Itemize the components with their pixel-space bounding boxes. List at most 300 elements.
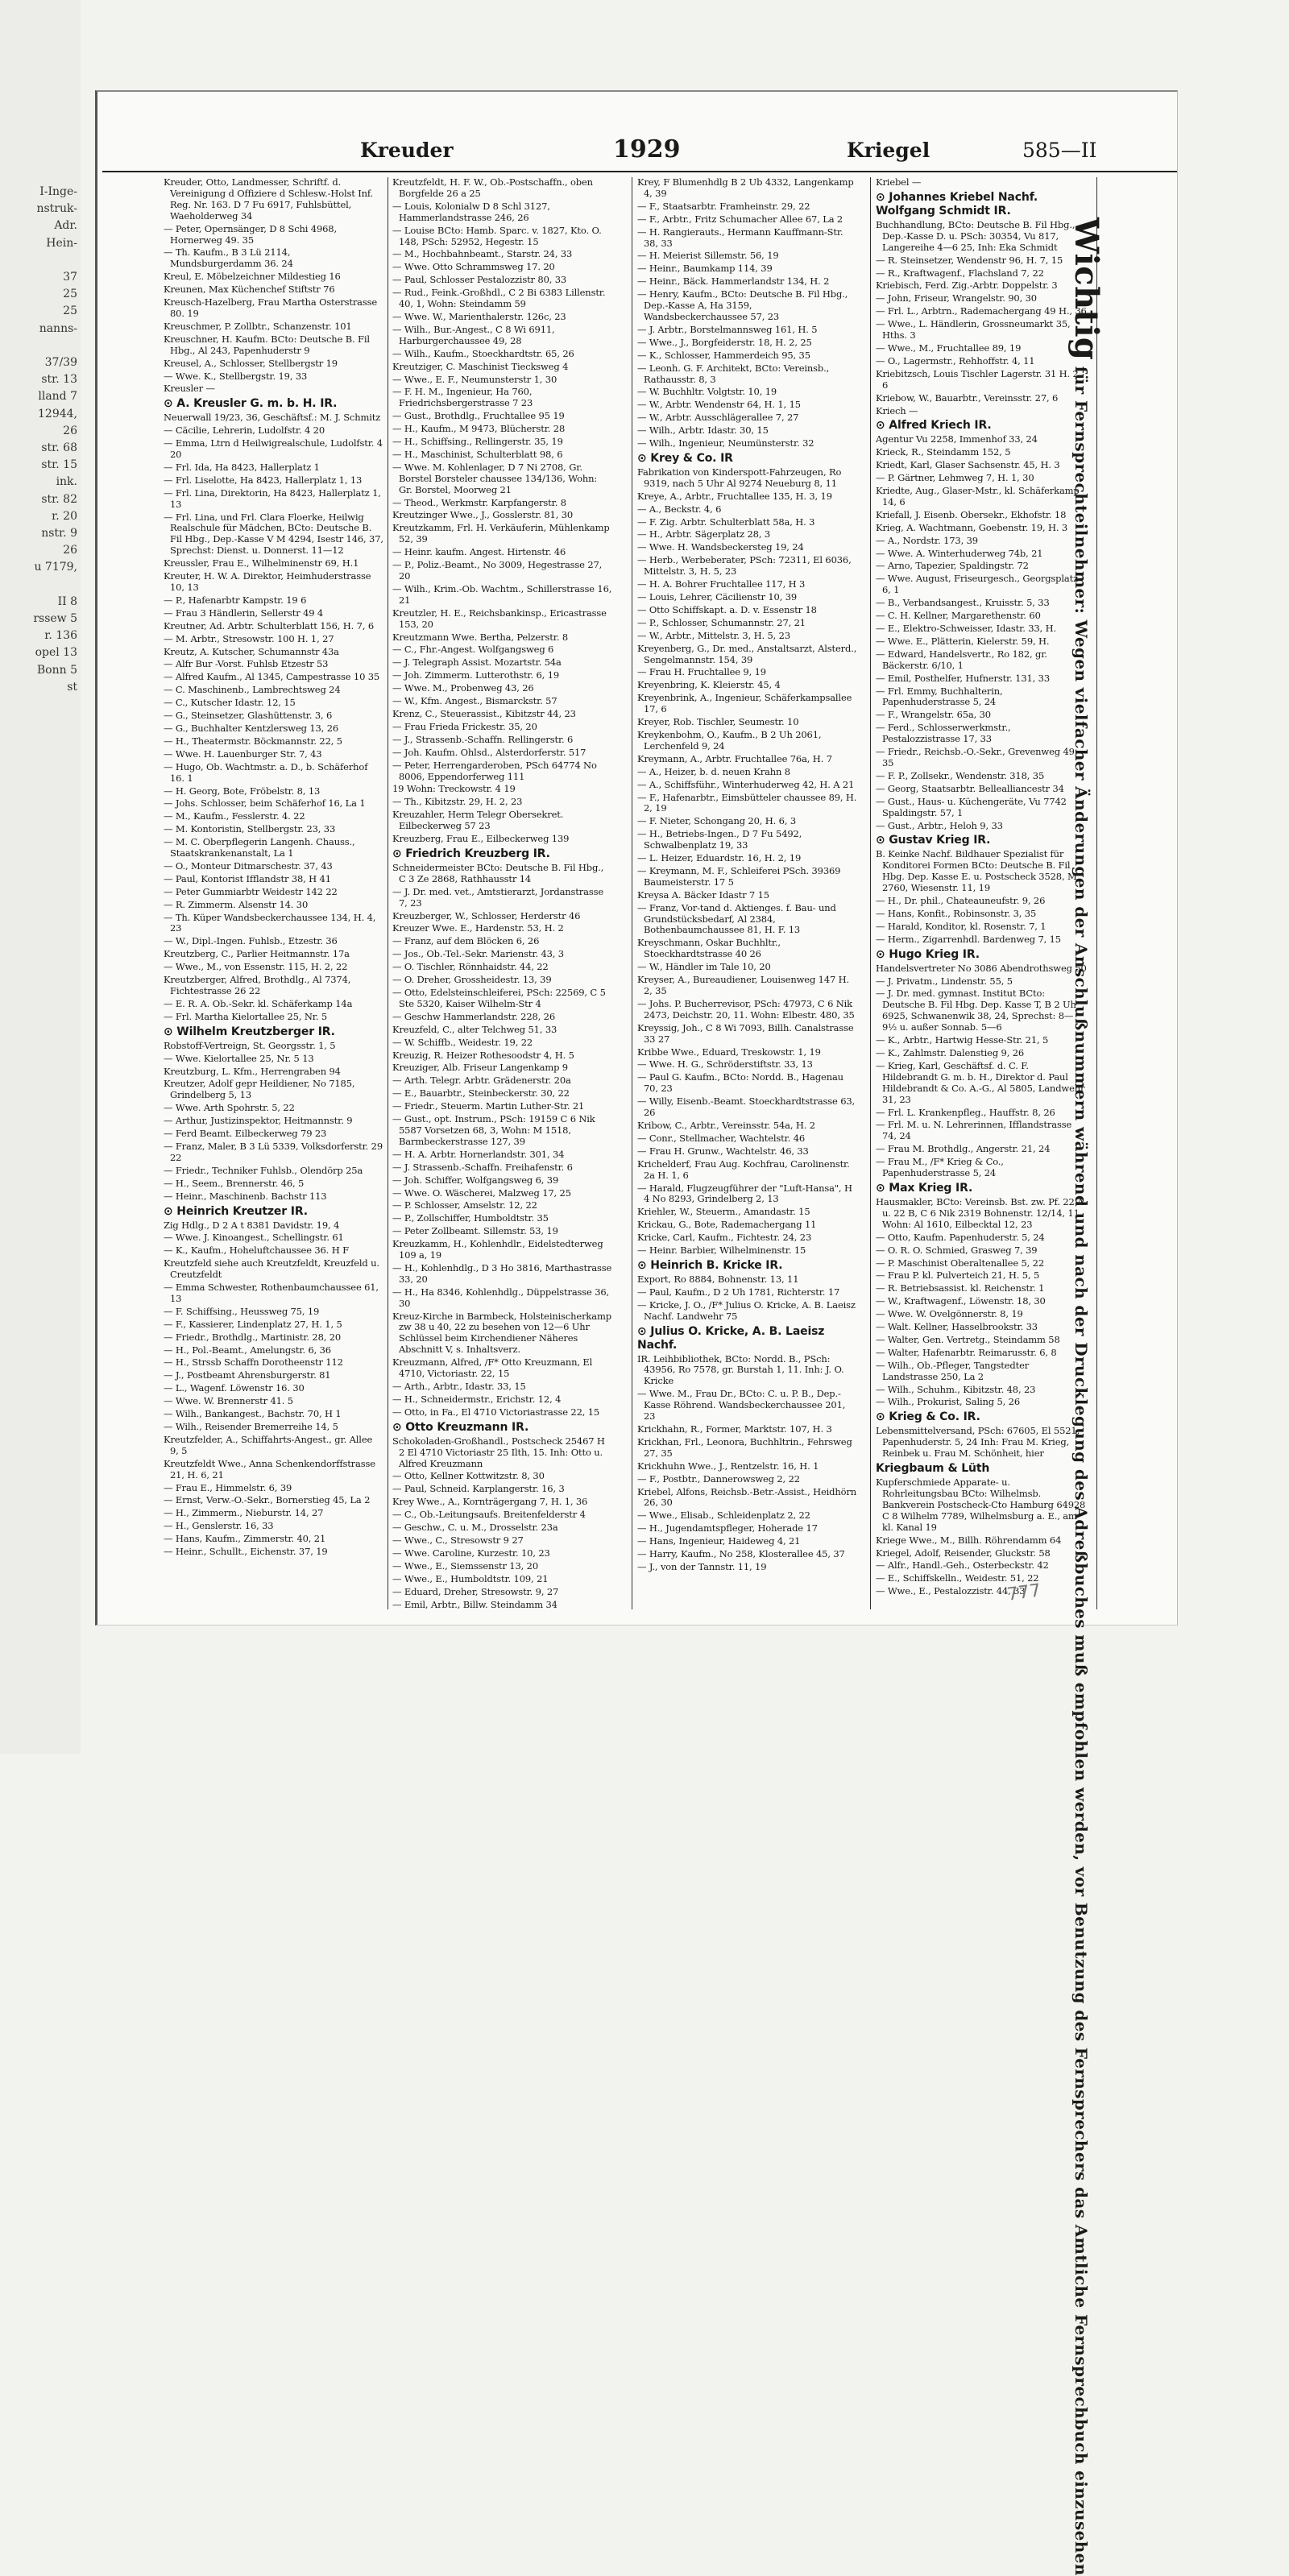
directory-entry: Kreyssig, Joh., C 8 Wi 7093, Billh. Canalstrasse 33 27	[637, 1021, 854, 1045]
directory-entry: — Wwe. W., Marienthalerstr. 126c, 23	[392, 310, 566, 322]
directory-entry: — P., Zollschiffer, Humboldtstr. 35	[392, 1212, 549, 1224]
directory-entry: — Krieg, Karl, Geschäftsf. d. C. F. Hildebrandt G. m. b. H., Direktor d. Paul Hildebrandt & Co. A.-G., Al 5805, Landwehr 31, 23	[876, 1059, 1085, 1105]
directory-entry: Kribbe Wwe., Eduard, Treskowstr. 1, 19	[637, 1046, 821, 1058]
directory-entry: Kreyer, Rob. Tischler, Seumestr. 10	[637, 716, 799, 728]
directory-entry: — B., Verbandsangest., Kruisstr. 5, 33	[876, 597, 1050, 609]
margin-fragment	[0, 252, 77, 269]
margin-fragment: Hein-	[46, 236, 77, 250]
directory-entry: — E., Bauarbtr., Steinbeckerstr. 30, 22	[392, 1087, 570, 1100]
directory-entry: Kriefall, J. Eisenb. Obersekr., Ekhofstr. 18	[876, 508, 1067, 520]
directory-entry: Krenz, C., Steuerassist., Kibitzstr 44, 23	[392, 707, 576, 719]
directory-entry: — J. Privatm., Lindenstr. 55, 5	[876, 975, 1013, 987]
directory-entry: — Rud., Feink.-Großhdl., C 2 Bi 6383 Lillenstr. 40, 1, Wohn: Steindamm 59	[392, 287, 606, 310]
firm-heading: ⊙ Krieg & Co. IR.	[876, 1410, 980, 1424]
directory-entry: Kreutz, A. Kutscher, Schumannstr 43a	[164, 645, 339, 657]
directory-entry: Kreutzberg, C., Parlier Heitmannstr. 17a	[164, 948, 350, 960]
margin-fragment: str. 82	[41, 492, 77, 506]
directory-entry: — Wwe. Caroline, Kurzestr. 10, 23	[392, 1547, 550, 1559]
directory-entry: — Peter, Opernsänger, D 8 Schi 4968, Hornerweg 49. 35	[164, 222, 337, 246]
directory-entry: — Frau P. kl. Pulverteich 21, H. 5, 5	[876, 1269, 1040, 1282]
directory-entry: Kreunen, Max Küchenchef Stiftstr 76	[164, 284, 335, 296]
directory-entry: — Frau Frieda Frickestr. 35, 20	[392, 720, 537, 732]
column-divider	[870, 177, 871, 1609]
directory-entry: — C. Maschinenb., Lambrechtsweg 24	[164, 684, 341, 696]
directory-entry: — J. Arbtr., Borstelmannsweg 161, H. 5	[637, 323, 818, 335]
directory-entry: Kreutzler, H. E., Reichsbankinsp., Ericastrasse 153, 20	[392, 607, 607, 630]
margin-fragment: 26	[63, 424, 77, 437]
directory-entry: Kreykenbohm, O., Kaufm., B 2 Uh 2061, Lerchenfeld 9, 24	[637, 728, 822, 752]
directory-entry: Kreuz-Kirche in Barmbeck, Holsteinischerkamp zw 38 u 40, 22 zu besehen von 12—6 Uhr Schlüssel beim Kirchendiener Näheres Abschnitt V, s. Inhaltsverz.	[392, 1310, 611, 1356]
directory-entry: — Frl. L. Krankenpfleg., Hauffstr. 8, 26	[876, 1106, 1055, 1118]
directory-entry: Kreussler, Frau E., Wilhelminenstr 69, H.1	[164, 557, 359, 569]
directory-entry: — Th. Küper Wandsbeckerchaussee 134, H. 4, 23	[164, 911, 376, 934]
directory-entry: Kreutzfeld siehe auch Kreutzfeldt, Kreuzfeld u. Creutzfeldt	[164, 1257, 379, 1281]
header-first-entry: Kreuder	[360, 139, 454, 162]
directory-entry: — Kricke, J. O., /F* Julius O. Kricke, A. B. Laeisz Nachf. Landwehr 75	[637, 1298, 856, 1322]
directory-entry: Kriegel, Adolf, Reisender, Gluckstr. 58	[876, 1547, 1051, 1559]
directory-entry: — J., Strassenb.-Schaffn. Rellingerstr. 6	[392, 733, 574, 745]
directory-entry: — Otto, Kellner Kottwitzstr. 8, 30	[392, 1470, 545, 1482]
directory-entry: — Wwe., E. F., Neumunsterstr 1, 30	[392, 373, 557, 385]
directory-entry: — Wwe. J. Kinoangest., Schellingstr. 61	[164, 1232, 344, 1244]
directory-entry: — Wilh., Schuhm., Kibitzstr. 48, 23	[876, 1383, 1036, 1395]
directory-entry: — Geschw., C. u. M., Drosselstr. 23a	[392, 1522, 558, 1534]
directory-entry: Export, Ro 8884, Bohnenstr. 13, 11	[637, 1273, 799, 1285]
directory-entry: — E. R. A. Ob.-Sekr. kl. Schäferkamp 14a	[164, 997, 353, 1009]
firm-heading: ⊙ A. Kreusler G. m. b. H. IR.	[164, 397, 338, 411]
directory-entry: — H., Kaufm., M 9473, Blücherstr. 28	[392, 423, 566, 435]
directory-entry: — Wwe. Otto Schrammsweg 17. 20	[392, 261, 555, 273]
directory-entry: — Wilh., Krim.-Ob. Wachtm., Schillerstrasse 16, 21	[392, 582, 612, 606]
directory-entry: — Frl. Liselotte, Ha 8423, Hallerplatz 1, 13	[164, 474, 363, 486]
directory-entry: Kreusel, A., Schlosser, Stellbergstr 19	[164, 357, 338, 369]
directory-entry: — H. A. Arbtr. Hornerlandstr. 301, 34	[392, 1148, 565, 1160]
directory-entry: — Wwe., L. Händlerin, Grossneumarkt 35, Hths. 3	[876, 318, 1071, 342]
margin-fragment: str. 68	[41, 441, 77, 455]
margin-fragment: 25	[63, 304, 77, 318]
margin-fragment: nanns-	[39, 321, 77, 335]
directory-entry: — F., Kassierer, Lindenplatz 27, H. 1, 5	[164, 1318, 342, 1330]
directory-entry: — R. Zimmerm. Alsenstr 14. 30	[164, 898, 309, 910]
directory-entry: 19 Wohn: Treckowstr. 4 19	[392, 783, 516, 795]
directory-entry: Zig Hdlg., D 2 A t 8381 Davidstr. 19, 4	[164, 1219, 340, 1231]
directory-entry: — F. H. M., Ingenieur, Ha 760, Friedrichsbergerstrasse 7 23	[392, 386, 533, 409]
directory-entry: Kreutzer, Adolf gepr Heildiener, No 7185, Grindelberg 5, 13	[164, 1078, 355, 1101]
directory-entry: — P. Schlosser, Amselstr. 12, 22	[392, 1199, 537, 1211]
directory-entry: — W. Schiffb., Weidestr. 19, 22	[392, 1036, 533, 1048]
firm-heading: ⊙ Alfred Kriech IR.	[876, 419, 992, 433]
directory-entry: Kreymann, A., Arbtr. Fruchtallee 76a, H. 7	[637, 752, 832, 764]
directory-entry: — M., Hochbahnbeamt., Starstr. 24, 33	[392, 248, 573, 260]
directory-entry: — Wilh., Bankangest., Bachstr. 70, H 1	[164, 1408, 342, 1420]
directory-entry: Neuerwall 19/23, 36, Geschäftsf.: M. J. Schmitz	[164, 412, 381, 424]
directory-entry: — Arth. Telegr. Arbtr. Grädenerstr. 20a	[392, 1075, 571, 1087]
margin-fragment: r. 20	[52, 509, 77, 523]
directory-entry: — Heinr., Bäck. Hammerlandstr 134, H. 2	[637, 275, 830, 288]
directory-entry: — A., Beckstr. 4, 6	[637, 503, 722, 515]
directory-column-1	[164, 177, 383, 1611]
directory-entry: Krickau, G., Bote, Rademachergang 11	[637, 1219, 817, 1231]
directory-entry: — Joh. Kaufm. Ohlsd., Alsterdorferstr. 517	[392, 746, 586, 758]
directory-entry: — F., Hafenarbtr., Eimsbütteler chaussee 89, H. 2, 19	[637, 791, 857, 814]
directory-entry: Kriech —	[876, 404, 918, 416]
directory-entry: Kreutzkamm, Frl. H. Verkäuferin, Mühlenkamp 52, 39	[392, 522, 610, 545]
directory-page	[95, 90, 1178, 1626]
directory-entry: — W. Buchhltr. Volgtstr. 10, 19	[637, 386, 777, 398]
directory-column-2	[392, 177, 612, 1611]
directory-entry: — Friedr., Steuerm. Martin Luther-Str. 21	[392, 1100, 585, 1112]
directory-entry: — P., Schlosser, Schumannstr. 27, 21	[637, 616, 806, 628]
directory-entry: — H. A. Bohrer Fruchtallee 117, H 3	[637, 578, 806, 590]
directory-entry: Kreutzburg, L. Kfm., Herrengraben 94	[164, 1065, 341, 1077]
firm-heading: ⊙ Julius O. Kricke, A. B. Laeisz Nachf.	[637, 1324, 825, 1352]
directory-entry: — Wwe., E., Siemssenstr 13, 20	[392, 1559, 538, 1572]
directory-entry: Krickhuhn Wwe., J., Rentzelstr. 16, H. 1	[637, 1460, 819, 1472]
margin-fragment: 26	[63, 544, 77, 557]
margin-fragment: ink.	[56, 475, 77, 489]
directory-entry: — Frau E., Himmelstr. 6, 39	[164, 1481, 292, 1493]
directory-entry: — Frl. Lina, Direktorin, Ha 8423, Hallerplatz 1, 13	[164, 487, 381, 510]
directory-entry: — Franz, Maler, B 3 Lü 5339, Volksdorferstr. 29 22	[164, 1140, 383, 1163]
directory-entry: — Wwe., M., Fruchtallee 89, 19	[876, 342, 1022, 354]
directory-entry: — H., Betriebs-Ingen., D 7 Fu 5492, Schwalbenplatz 19, 33	[637, 828, 802, 851]
directory-entry: — R. Steinsetzer, Wendenstr 96, H. 7, 15	[876, 254, 1063, 266]
directory-entry: — Gust., Haus- u. Küchengeräte, Vu 7742 Spaldingstr. 57, 1	[876, 795, 1067, 818]
directory-entry: Kreutzfeldt Wwe., Anna Schenkendorffstrasse 21, H. 6, 21	[164, 1457, 375, 1481]
directory-entry: — Wwe. O. Wäscherei, Malzweg 17, 25	[392, 1187, 571, 1199]
header-rule	[102, 171, 1177, 172]
directory-entry: Krieg, A. Wachtmann, Goebenstr. 19, H. 3	[876, 521, 1068, 533]
directory-entry: — Louise BCto: Hamb. Sparc. v. 1827, Kto. O. 148, PSch: 52952, Hegestr. 15	[392, 224, 602, 247]
margin-fragment: 37	[63, 271, 77, 284]
directory-entry: — Theod., Werkmstr. Karpfangerstr. 8	[392, 496, 566, 508]
directory-entry: — K., Kaufm., Hoheluftchaussee 36. H F	[164, 1245, 349, 1257]
directory-entry: — M. C. Oberpflegerin Langenh. Chauss., Staatskrankenanstalt, La 1	[164, 836, 355, 859]
directory-entry: Kriehler, W., Steuerm., Amandastr. 15	[637, 1206, 810, 1218]
directory-entry: — Wwe., E., Humboldtstr. 109, 21	[392, 1572, 549, 1584]
directory-entry: — P. Maschinist Oberaltenallee 5, 22	[876, 1257, 1044, 1269]
directory-entry: — Frau 3 Händlerin, Sellerstr 49 4	[164, 607, 324, 619]
directory-entry: Kreutzberger, Alfred, Brothdlg., Al 7374, Fichtestrasse 26 22	[164, 974, 351, 996]
directory-entry: — Frl. M. u. N. Lehrerinnen, Ifflandstrasse 74, 24	[876, 1119, 1072, 1142]
directory-entry: — Henry, Kaufm., BCto: Deutsche B. Fil Hbg., Dep.-Kasse A, Ha 3159, Wandsbeckerchaussee 57, 23	[637, 288, 848, 322]
directory-entry: — C., Ob.-Leitungsaufs. Breitenfelderstr 4	[392, 1509, 586, 1521]
directory-entry: — Geschw Hammerlandstr. 228, 26	[392, 1010, 556, 1022]
margin-fragment: 25	[63, 288, 77, 301]
directory-entry: — F. P., Zollsekr., Wendenstr. 318, 35	[876, 769, 1045, 781]
directory-entry: — H., Theatermstr. Böckmannstr. 22, 5	[164, 735, 342, 747]
directory-entry: — O. R. O. Schmied, Grasweg 7, 39	[876, 1244, 1038, 1256]
directory-entry: — Edward, Handelsvertr., Ro 182, gr. Bäckerstr. 6/10, 1	[876, 648, 1047, 671]
directory-entry: Kreuzfeld, C., alter Telchweg 51, 33	[392, 1023, 557, 1035]
directory-entry: — Paul, Schneid. Karplangerstr. 16, 3	[392, 1483, 565, 1495]
margin-fragment: I-Inge-	[39, 185, 77, 198]
directory-entry: — Herb., Werbeberater, PSch: 72311, El 6036, Mittelstr. 3, H. 5, 23	[637, 554, 852, 578]
directory-entry: — Alfr., Handl.-Geh., Osterbeckstr. 42	[876, 1559, 1049, 1572]
directory-entry: — Frl. L., Arbtrn., Rademachergang 49 H., 36	[876, 305, 1087, 317]
directory-entry: Kreysa A. Bäcker Idastr 7 15	[637, 888, 769, 901]
directory-entry: — C. H. Kellner, Margarethenstr. 60	[876, 610, 1041, 622]
directory-entry: Krickhan, Frl., Leonora, Buchhltrin., Fehrsweg 27, 35	[637, 1435, 852, 1459]
margin-fragment: str. 13	[41, 373, 77, 387]
directory-entry: — R. Betriebsassist. kl. Reichenstr. 1	[876, 1282, 1045, 1294]
directory-entry: — C., Fhr.-Angest. Wolfgangsweg 6	[392, 644, 554, 656]
directory-entry: — Wwe. M. Kohlenlager, D 7 Ni 2708, Gr. Borstel Borsteler chaussee 134/136, Wohn: Gr. Borstel, Moorweg 21	[392, 461, 598, 495]
directory-entry: — K., Schlosser, Hammerdeich 95, 35	[637, 349, 810, 361]
directory-entry: — F., Postbtr., Dannerowsweg 2, 22	[637, 1472, 800, 1485]
directory-entry: — Friedr., Reichsb.-O.-Sekr., Grevenweg 49, 35	[876, 746, 1078, 768]
directory-entry: — Emma, Ltrn d Heilwigrealschule, Ludolfstr. 4 20	[164, 437, 383, 461]
directory-entry: Kreuzmann, Alfred, /F* Otto Kreuzmann, El 4710, Victoriastr. 22, 15	[392, 1356, 593, 1380]
directory-entry: — Th. Kaufm., B 3 Lü 2114, Mundsburgerdamm 36. 24	[164, 246, 293, 270]
directory-entry: — J. Telegraph Assist. Mozartstr. 54a	[392, 656, 562, 669]
directory-entry: — Johs. P. Bucherrevisor, PSch: 47973, C 6 Nik 2473, Deichstr. 20, 11. Wohn: Elbestr. 480, 35	[637, 997, 855, 1021]
directory-entry: — Alfr Bur -Vorst. Fuhlsb Etzestr 53	[164, 658, 329, 670]
directory-entry: — Walt. Kellner, Hasselbrookstr. 33	[876, 1321, 1038, 1333]
firm-heading: ⊙ Johannes Kriebel Nachf. Wolfgang Schmidt IR.	[876, 190, 1038, 217]
directory-entry: — G., Buchhalter Kentzlersweg 13, 26	[164, 722, 339, 734]
firm-heading: Kriegbaum & Lüth	[876, 1462, 990, 1476]
directory-entry: Kriege Wwe., M., Billh. Röhrendamm 64	[876, 1534, 1062, 1546]
directory-entry: — J., Postbeamt Ahrensburgerstr. 81	[164, 1369, 331, 1381]
firm-heading: ⊙ Heinrich Kreutzer IR.	[164, 1204, 308, 1218]
directory-entry: — H., Dr. phil., Chateauneufstr. 9, 26	[876, 895, 1046, 907]
directory-entry: — K., Arbtr., Hartwig Hesse-Str. 21, 5	[876, 1034, 1049, 1046]
directory-entry: Schneidermeister BCto: Deutsche B. Fil Hbg., C 3 Ze 2868, Rathhausstr 14	[392, 861, 604, 884]
directory-entry: — W., Dipl.-Ingen. Fuhlsb., Etzestr. 36	[164, 935, 338, 947]
directory-entry: — H. Meierist Sillemstr. 56, 19	[637, 250, 779, 262]
margin-fragment: opel 13	[35, 646, 77, 660]
directory-entry: — Conr., Stellmacher, Wachtelstr. 46	[637, 1132, 806, 1144]
directory-entry: — W., Arbtr. Ausschlägerallee 7, 27	[637, 412, 799, 424]
directory-entry: Fabrikation von Kinderspott-Fahrzeugen, Ro 9319, nach 5 Uhr Al 9274 Neueburg 8, 11	[637, 466, 842, 489]
directory-entry: Kreuziger, Alb. Friseur Langenkamp 9	[392, 1062, 568, 1074]
directory-entry: — Heinr. Barbier, Wilhelminenstr. 15	[637, 1245, 806, 1257]
directory-entry: IR. Leihbibliothek, BCto: Nordd. B., PSch: 43956, Ro 7578, gr. Burstah 1, 11. Inh: J. O. Kricke	[637, 1352, 844, 1387]
directory-entry: — Wilh., Bur.-Angest., C 8 Wi 6911, Harburgerchaussee 49, 28	[392, 323, 555, 346]
margin-fragment: str. 15	[41, 458, 77, 472]
directory-entry: — Wwe. M., Frau Dr., BCto: C. u. P. B., Dep.-Kasse Röhrend. Wandsbeckerchaussee 201, 23	[637, 1388, 846, 1423]
directory-entry: — H., Arbtr. Sägerplatz 28, 3	[637, 528, 771, 540]
directory-entry: — Heinr. kaufm. Angest. Hirtenstr. 46	[392, 546, 566, 558]
directory-entry: Kreuzer Wwe. E., Hardenstr. 53, H. 2	[392, 922, 564, 934]
directory-entry: Handelsvertreter No 3086 Abendrothsweg 50	[876, 962, 1087, 974]
directory-entry: — H. Georg, Bote, Fröbelstr. 8, 13	[164, 785, 321, 797]
directory-entry: — Otto Schiffskapt. a. D. v. Essenstr 18	[637, 603, 817, 615]
directory-entry: Kricke, Carl, Kaufm., Fichtestr. 24, 23	[637, 1232, 812, 1244]
directory-entry: — Paul, Schlosser Pestalozzistr 80, 33	[392, 274, 567, 286]
directory-entry: — H., Kohlenhdlg., D 3 Ho 3816, Marthastrasse 33, 20	[392, 1261, 612, 1285]
directory-entry: — Frl. Martha Kielortallee 25, Nr. 5	[164, 1010, 328, 1022]
directory-entry: — W., Arbtr. Wendenstr 64, H. 1, 15	[637, 399, 801, 411]
notice-heading: Wichtig	[1067, 217, 1105, 361]
directory-entry: — Wwe. W. Ovelgönnerstr. 8, 19	[876, 1308, 1023, 1320]
directory-entry: — Hans, Kaufm., Zimmerstr. 40, 21	[164, 1533, 326, 1545]
left-page-edge	[0, 0, 81, 1754]
directory-entry: — Otto, Kaufm. Papenhuderstr. 5, 24	[876, 1231, 1045, 1243]
directory-entry: Kreuschner, H. Kaufm. BCto: Deutsche B. Fil Hbg., Al 243, Papenhuderstr 9	[164, 333, 370, 356]
directory-entry: — Wwe. H. G., Schröderstiftstr. 33, 13	[637, 1058, 813, 1071]
directory-entry: — H., Schiffsing., Rellingerstr. 35, 19	[392, 436, 563, 448]
directory-entry: — M. Arbtr., Stresowstr. 100 H. 1, 27	[164, 632, 334, 644]
directory-entry: — M., Kaufm., Fesslerstr. 4. 22	[164, 810, 305, 822]
directory-entry: — Otto, in Fa., El 4710 Victoriastrasse 22, 15	[392, 1406, 600, 1418]
notice-text: für Fernsprechteilnehmer: Wegen vielfacher Änderungen der Anschlußnummern während und nach der Drucklegung des Adreßbuches muß empfohlen werden, vor Benutzung des Fernsprechers das Amtliche Fernsprechbuch einzusehen	[1071, 366, 1091, 2576]
directory-entry: — H., Zimmerm., Nieburstr. 14, 27	[164, 1507, 324, 1519]
directory-entry: — Louis, Kolonialw D 8 Schl 3127, Hammerlandstrasse 246, 26	[392, 200, 550, 223]
margin-fragment: 37/39	[44, 356, 77, 370]
directory-entry: Kreyenbring, K. Kleierstr. 45, 4	[637, 679, 781, 691]
directory-entry: — Wwe. Kielortallee 25, Nr. 5 13	[164, 1052, 314, 1064]
firm-heading: ⊙ Hugo Krieg IR.	[876, 947, 980, 961]
directory-entry: — L. Heizer, Eduardstr. 16, H. 2, 19	[637, 852, 802, 864]
directory-entry: — Wwe. E., Plätterin, Kielerstr. 59, H.	[876, 635, 1050, 647]
margin-fragment: st	[67, 680, 77, 694]
firm-heading: ⊙ Otto Kreuzmann IR.	[392, 1420, 529, 1434]
directory-entry: — Wwe. A. Winterhuderweg 74b, 21	[876, 547, 1043, 559]
directory-entry: — Wwe., E., Pestalozzistr. 44, 33	[876, 1585, 1026, 1597]
directory-entry: — John, Friseur, Wrangelstr. 90, 30	[876, 292, 1037, 304]
margin-fragment	[0, 577, 77, 594]
directory-entry: Kribow, C., Arbtr., Vereinsstr. 54a, H. 2	[637, 1119, 815, 1131]
directory-entry: — A., Heizer, b. d. neuen Krahn 8	[637, 765, 790, 777]
directory-entry: Krieck, R., Steindamm 152, 5	[876, 446, 1011, 458]
directory-entry: — Joh. Zimmerm. Lutterothstr. 6, 19	[392, 669, 560, 681]
firm-heading: ⊙ Gustav Krieg IR.	[876, 834, 991, 847]
directory-entry: — Frau H. Grunw., Wachtelstr. 46, 33	[637, 1145, 809, 1157]
directory-entry: — Emil, Posthelfer, Hufnerstr. 131, 33	[876, 672, 1051, 684]
directory-entry: — H., Strssb Schaffn Dorotheenstr 112	[164, 1356, 343, 1369]
directory-entry: — H., Genslerstr. 16, 33	[164, 1520, 274, 1532]
directory-entry: — H., Pol.-Beamt., Amelungstr. 6, 36	[164, 1344, 331, 1356]
handwritten-annotation: 777	[1005, 1580, 1042, 1605]
directory-entry: — Wilh., Arbtr. Idastr. 30, 15	[637, 425, 769, 437]
directory-entry: — Jos., Ob.-Tel.-Sekr. Marienstr. 43, 3	[392, 948, 564, 960]
directory-entry: Krickhahn, R., Former, Marktstr. 107, H. 3	[637, 1423, 832, 1435]
directory-entry: Kreusch-Hazelberg, Frau Martha Osterstrasse 80. 19	[164, 296, 378, 319]
directory-entry: — Wwe. H. Wandsbeckersteg 19, 24	[637, 541, 804, 553]
directory-entry: — Alfred Kaufm., Al 1345, Campestrasse 10 35	[164, 671, 380, 683]
directory-entry: — Hans, Ingenieur, Haideweg 4, 21	[637, 1535, 801, 1547]
telephone-notice-sidebar	[1067, 217, 1105, 2576]
directory-entry: — Frl. Ida, Ha 8423, Hallerplatz 1	[164, 461, 320, 473]
directory-entry: — Emil, Arbtr., Billw. Steindamm 34	[392, 1598, 557, 1610]
directory-entry: — O. Tischler, Rönnhaidstr. 44, 22	[392, 961, 549, 973]
directory-entry: Schokoladen-Großhandl., Postscheck 25467 H 2 El 4710 Victoriastr 25 Ilth, 15. Inh: Otto u. Alfred Kreuzmann	[392, 1435, 605, 1469]
directory-entry: — Frau H. Fruchtallee 9, 19	[637, 666, 766, 678]
directory-entry: — Cäcilie, Lehrerin, Ludolfstr. 4 20	[164, 425, 325, 437]
directory-entry: Kreyenbrink, A., Ingenieur, Schäferkampsallee 17, 6	[637, 692, 852, 715]
directory-entry: — Peter, Herrengarderoben, PSch 64774 No 8006, Eppendorferweg 111	[392, 759, 597, 782]
directory-entry: Agentur Vu 2258, Immenhof 33, 24	[876, 433, 1038, 445]
directory-entry: Kriedte, Aug., Glaser-Mstr., kl. Schäferkamp 14, 6	[876, 485, 1080, 507]
directory-entry: — Wilh., Ob.-Pfleger, Tangstedter Landstrasse 250, La 2	[876, 1359, 1030, 1382]
directory-entry: Krey, F Blumenhdlg B 2 Ub 4332, Langenkamp 4, 39	[637, 177, 854, 199]
directory-entry: — F., Wrangelstr. 65a, 30	[876, 709, 991, 721]
directory-entry: — Harald, Flugzeugführer der "Luft-Hansa", H 4 No 8293, Grindelberg 2, 13	[637, 1182, 852, 1205]
directory-entry: — G., Steinsetzer, Glashüttenstr. 3, 6	[164, 710, 333, 722]
directory-entry: — Wwe. August, Friseurgesch., Georgsplatz 6, 1	[876, 573, 1078, 596]
directory-entry: — Otto, Edelsteinschleiferei, PSch: 22569, C 5 Ste 5320, Kaiser Wilhelm-Str 4	[392, 987, 606, 1009]
directory-entry: — P. Gärtner, Lehmweg 7, H. 1, 30	[876, 472, 1034, 484]
directory-entry: Kreuzberg, Frau E., Eilbeckerweg 139	[392, 833, 570, 845]
directory-entry: — Gust., Brothdlg., Fruchtallee 95 19	[392, 410, 565, 422]
directory-entry: — Peter Gummiarbtr Weidestr 142 22	[164, 885, 338, 897]
directory-entry: — Ernst, Verw.-O.-Sekr., Bornerstieg 45, La 2	[164, 1494, 371, 1506]
directory-entry: — Kreymann, M. F., Schleiferei PSch. 39369 Baumeisterstr. 17 5	[637, 864, 841, 888]
directory-entry: — Friedr., Techniker Fuhlsb., Olendörp 25a	[164, 1164, 363, 1176]
directory-entry: — Harald, Konditor, kl. Rosenstr. 7, 1	[876, 920, 1047, 932]
directory-entry: — Harry, Kaufm., No 258, Klosterallee 45, 37	[637, 1548, 845, 1560]
directory-entry: — Leonh. G. F. Architekt, BCto: Vereinsb., Rathausstr. 8, 3	[637, 362, 830, 385]
directory-entry: — F., Arbtr., Fritz Schumacher Allee 67, La 2	[637, 213, 843, 225]
directory-entry: Kreyschmann, Oskar Buchhltr., Stoeckhardtstrasse 40 26	[637, 937, 781, 960]
directory-entry: — Wwe., Elisab., Schleidenplatz 2, 22	[637, 1510, 810, 1522]
directory-entry: Kriedt, Karl, Glaser Sachsenstr. 45, H. 3	[876, 459, 1060, 471]
directory-entry: — Emma Schwester, Rothenbaumchaussee 61, 13	[164, 1282, 379, 1304]
directory-entry: — Paul, Kaufm., D 2 Uh 1781, Richterstr. 17	[637, 1286, 840, 1298]
directory-entry: — Gust., opt. Instrum., PSch: 19159 C 6 Nik 5587 Vorsetzen 68, 3, Wohn: M 1518, Barmbeckerstrasse 127, 39	[392, 1113, 595, 1147]
directory-entry: — Wwe. M., Probenweg 43, 26	[392, 682, 534, 694]
directory-entry: Robstoff-Vertreign, St. Georgsstr. 1, 5	[164, 1039, 336, 1051]
directory-entry: — J., von der Tannstr. 11, 19	[637, 1560, 767, 1572]
directory-entry: — F., Staatsarbtr. Framheinstr. 29, 22	[637, 200, 810, 212]
directory-entry: — Wwe. K., Stellbergstr. 19, 33	[164, 370, 308, 382]
directory-entry: — A., Nordstr. 173, 39	[876, 534, 978, 546]
directory-entry: — H., Maschinist, Schulterblatt 98, 6	[392, 448, 563, 460]
directory-entry: — H., Ha 8346, Kohlenhdlg., Düppelstrasse 36, 30	[392, 1286, 610, 1309]
directory-entry: — O., Lagermstr., Rehhoffstr. 4, 11	[876, 354, 1035, 367]
margin-fragment: nstr. 9	[41, 527, 77, 540]
directory-entry: — F. Zig. Arbtr. Schulterblatt 58a, H. 3	[637, 516, 815, 528]
directory-entry: — J. Dr. med. gymnast. Institut BCto: Deutsche B. Fil Hbg. Dep. Kasse T, B 2 Uh 6925, Schwanenwik 38, 24, Sprechst: 8—9½ u. außer Sonnab. 5—6	[876, 988, 1076, 1033]
directory-entry: Kreutziger, C. Maschinist Tiecksweg 4	[392, 360, 569, 372]
directory-entry: — W., Kfm. Angest., Bismarckstr. 57	[392, 695, 557, 707]
directory-entry: Kreusler —	[164, 383, 215, 395]
directory-entry: Kreul, E. Möbelzeichner Mildestieg 16	[164, 271, 341, 283]
directory-entry: Kriebel —	[876, 177, 922, 188]
directory-entry: — W., Händler im Tale 10, 20	[637, 961, 771, 973]
directory-entry: — Eduard, Dreher, Stresowstr. 9, 27	[392, 1585, 559, 1597]
directory-entry: — Frl. Lina, und Frl. Clara Floerke, Heilwig Realschule für Mädchen, BCto: Deutsche B. Fil Hbg., Dep.-Kasse V M 4294, Isestr 146, 37, Sprechst: Dienst. u. Donnerst. 11—12	[164, 511, 383, 557]
header-year: 1929	[613, 135, 681, 164]
margin-fragment: lland 7	[38, 390, 77, 404]
left-margin-fragments	[0, 0, 81, 696]
directory-entry: — Wwe. Arth Spohrstr. 5, 22	[164, 1102, 295, 1114]
directory-entry: Kreuder, Otto, Landmesser, Schriftf. d. Vereinigung d Offiziere d Schlesw.-Holst Inf. Reg. Nr. 163. D 7 Fu 6917, Fuhlsbüttel, Waeholderweg 34	[164, 177, 374, 222]
directory-entry: — P., Hafenarbtr Kampstr. 19 6	[164, 594, 307, 606]
directory-entry: — Joh. Schiffer, Wolfgangsweg 6, 39	[392, 1174, 559, 1186]
directory-entry: — A., Schiffsführ., Winterhuderweg 42, H. A 21	[637, 778, 855, 790]
directory-entry: Kreuzahler, Herm Telegr Obersekret. Eilbeckerweg 57 23	[392, 809, 564, 832]
directory-entry: Kriebow, W., Bauarbtr., Vereinsstr. 27, 6	[876, 391, 1059, 404]
directory-entry: Krichelderf, Frau Aug. Kochfrau, Carolinenstr. 2a H. 1, 6	[637, 1158, 850, 1181]
directory-entry: — Louis, Lehrer, Cäcilienstr 10, 39	[637, 591, 798, 603]
directory-entry: — Ferd., Schlosserwerkmstr., Pestalozzistrasse 17, 33	[876, 722, 1011, 745]
directory-entry: Hausmakler, BCto: Vereinsb. Bst. zw. Pf. 22 A u. 22 B, C 6 Nik 2319 Bohnenstr. 12/14, 11, Wohn: Al 1610, Eilbecktal 12, 23	[876, 1195, 1084, 1230]
directory-entry: Kreye, A., Arbtr., Fruchtallee 135, H. 3, 19	[637, 490, 832, 502]
margin-fragment: Bonn 5	[36, 663, 77, 677]
header-last-entry: Kriegel	[847, 139, 930, 162]
directory-entry: Krey Wwe., A., Kornträgergang 7, H. 1, 36	[392, 1496, 588, 1508]
directory-entry: Kreutzmann Wwe. Bertha, Pelzerstr. 8	[392, 631, 568, 643]
directory-entry: Kriebisch, Ferd. Zig.-Arbtr. Doppelstr. 3	[876, 280, 1058, 292]
directory-entry: Kreutzfeldt, H. F. W., Ob.-Postschaffn., oben Borgfelde 26 a 25	[392, 177, 593, 199]
margin-fragment	[0, 338, 77, 354]
page-header	[97, 135, 1177, 166]
directory-entry: — Wilh., Reisender Bremerreihe 14, 5	[164, 1421, 338, 1432]
directory-entry: — Paul G. Kaufm., BCto: Nordd. B., Hagenau 70, 23	[637, 1071, 843, 1095]
